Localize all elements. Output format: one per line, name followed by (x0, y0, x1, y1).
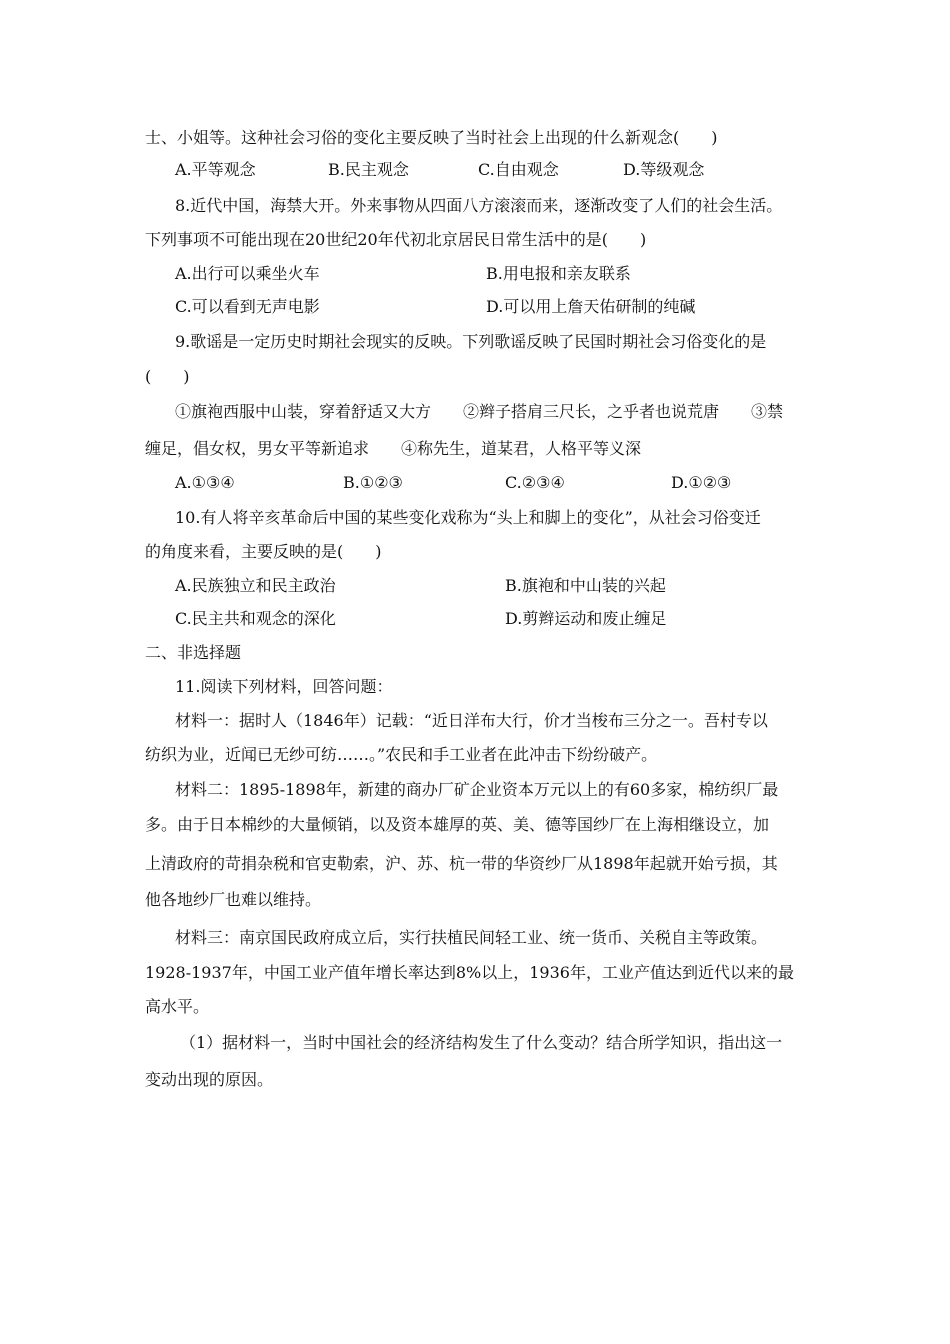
q7-continuation: 士、小姐等。这种社会习俗的变化主要反映了当时社会上出现的什么新观念( ) (145, 128, 718, 147)
q10-stem-line-2: 的角度来看，主要反映的是( ) (145, 542, 382, 561)
sub-question-1-line-2: 变动出现的原因。 (145, 1070, 274, 1089)
q9-stem-line-1: 9.歌谣是一定历史时期社会现实的反映。下列歌谣反映了民国时期社会习俗变化的是 (175, 332, 767, 351)
q8-stem-line-1: 8.近代中国，海禁大开。外来事物从四面八方滚滚而来，逐渐改变了人们的社会生活。 (175, 196, 783, 215)
q8-option-c: C.可以看到无声电影 (175, 297, 320, 316)
q9-items-line-2: 缠足，倡女权，男女平等新追求 ④称先生，道某君，人格平等义深 (145, 439, 642, 458)
q8-option-d: D.可以用上詹天佑研制的纯碱 (486, 297, 696, 316)
material-1-line-2: 纺织为业，近闻已无纱可纺……。”农民和手工业者在此冲击下纷纷破产。 (145, 745, 658, 764)
material-2-line-4: 他各地纱厂也难以维持。 (145, 890, 322, 909)
q9-option-b: B.①②③ (343, 473, 403, 492)
q7-option-d: D.等级观念 (623, 160, 705, 179)
material-1-line-1: 材料一：据时人（1846年）记载：“近日洋布大行，价才当梭布三分之一。吾村专以 (175, 711, 768, 730)
q8-option-b: B.用电报和亲友联系 (486, 264, 631, 283)
material-2-line-1: 材料二：1895-1898年，新建的商办厂矿企业资本万元以上的有60多家，棉纺织厂最 (175, 780, 779, 799)
material-2-line-2: 多。由于日本棉纱的大量倾销，以及资本雄厚的英、美、德等国纱厂在上海相继设立，加 (145, 815, 770, 834)
q9-option-a: A.①③④ (175, 473, 235, 492)
q11-stem: 11.阅读下列材料，回答问题： (175, 677, 393, 696)
q8-stem-line-2: 下列事项不可能出现在20世纪20年代初北京居民日常生活中的是( ) (145, 230, 647, 249)
material-2-line-3: 上清政府的苛捐杂税和官吏勒索，沪、苏、杭一带的华资纱厂从1898年起就开始亏损，其 (145, 854, 778, 873)
q7-option-b: B.民主观念 (328, 160, 409, 179)
material-3-line-3: 高水平。 (145, 997, 210, 1016)
q10-stem-line-1: 10.有人将辛亥革命后中国的某些变化戏称为“头上和脚上的变化”，从社会习俗变迁 (175, 508, 761, 527)
q7-option-a: A.平等观念 (175, 160, 256, 179)
material-3-line-2: 1928-1937年，中国工业产值年增长率达到8%以上，1936年，工业产值达到近代以来的最 (145, 963, 794, 982)
q9-option-d: D.①②③ (671, 473, 732, 492)
q9-items-line-1: ①旗袍西服中山装，穿着舒适又大方 ②辫子搭肩三尺长，之乎者也说荒唐 ③禁 (175, 402, 784, 421)
q10-options-row-2 (0, 607, 950, 631)
material-3-line-1: 材料三：南京国民政府成立后，实行扶植民间轻工业、统一货币、关税自主等政策。 (175, 928, 768, 947)
q10-options-row-1 (0, 574, 950, 598)
q10-option-d: D.剪辫运动和废止缠足 (505, 609, 667, 628)
sub-question-1-line-1: （1）据材料一，当时中国社会的经济结构发生了什么变动？结合所学知识，指出这一 (180, 1033, 783, 1052)
q7-option-c: C.自由观念 (478, 160, 559, 179)
q8-options-row-1 (0, 262, 950, 286)
q7-options (0, 158, 950, 182)
q9-stem-line-2: ( ) (145, 367, 190, 386)
q9-option-c: C.②③④ (505, 473, 565, 492)
q10-option-b: B.旗袍和中山装的兴起 (505, 576, 666, 595)
q10-option-c: C.民主共和观念的深化 (175, 609, 336, 628)
q8-option-a: A.出行可以乘坐火车 (175, 264, 320, 283)
q9-options (0, 471, 950, 495)
q8-options-row-2 (0, 295, 950, 319)
q10-option-a: A.民族独立和民主政治 (175, 576, 336, 595)
section-heading: 二、非选择题 (145, 643, 242, 662)
